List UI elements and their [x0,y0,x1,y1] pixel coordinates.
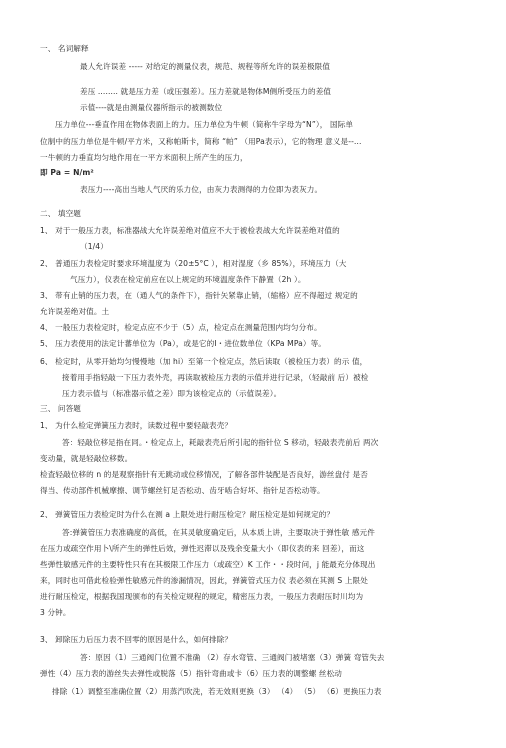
fill-question-4: 4、 一般压力表检定时，检定点应不少于（5）点，检定点在测量范围内均匀分布。 [40,323,322,332]
qa-answer-3-line2: 弹性（4）压力表的游丝失去弹性或脱落（5）指针弯曲或卡（6）压力表的调整螺 丝松动 [40,669,342,678]
definition-pressure-unit-line2: 位制中的压力单位是牛顿/平方米，又称帕斯卡，简称 “帕” （用Pa表示），它的物理 意义是--… [40,137,362,146]
section-heading-fill-in: 二、 填空题 [40,209,81,218]
qa-question-3: 3、 卸除压力后压力表不回零的原因是什么，如何排除？ [40,635,233,644]
qa-answer-1-line4: 得当、传动部件机械摩擦、调节螺丝钉足否松动、齿牙啮合好坏、指针足否松动等。 [40,486,325,495]
qa-question-1: 1、 为什么检定弹簧压力表时，读数过程中要轻敲表壳？ [40,421,233,430]
qa-answer-1-line2: 变动量，就是轻敲位移数。 [40,454,133,463]
qa-question-2: 2、 弹簧管压力表检定时为什么在测 a 上限处进行耐压检定？耐压检定是如何规定的？ [40,510,335,519]
definition-indication: 示值----就是由测量仪器所指示的被测数位 [80,103,223,112]
fill-question-3-line1: 3、 带有止销的压力表，在（通人气的条件下），指针矢紧靠止销，（缩格）应不得超过 规定的 [40,291,358,300]
fill-question-3-line2: 允许误差绝对值。土 [40,307,110,316]
qa-answer-2-line5: 进行耐压检定，根据我国现颁布的有关检定规程的规定，精密压力表，一般压力表耐压时川均为 [40,592,364,601]
definition-gauge-pressure: 表压力----高出当地人气厌的乐力位，由灰力表测得的力位即为表灰力。 [80,185,323,194]
section-heading-definitions: 一、 名词解释 [40,44,89,53]
qa-answer-1-line1: 答：轻敲位移足指在同。・检定点上，耗敲表壳后所引起的指针位 S 移动，轻敲表壳前后 两次 [62,438,379,447]
fill-question-1-line2: （1/4） [80,242,108,251]
qa-answer-2-line2: 在压力或疏空作用卜\所产生的弹性后效，弹性迟滞以及残余变量大小（即仪表的来 回差），而这 [40,544,365,553]
definition-differential-pressure: 差压 ........ 就是压力差（或压强差）。压力差就是物体M侧所受压力的差值 [80,87,332,96]
qa-answer-1-line3: 检査轻敲位移的 n 的是观察指针有无跳动或位移情况，了解各部件装配是否良好，游丝盘付 是否 [40,470,368,479]
pressure-unit-formula: 即 Pa = N/m² [40,168,94,177]
qa-answer-2-line3: 些弹性敏感元件的主要特性只有在其极限工作压力（或疏空）K 工作・・段时问，j 能最充分体现出 [40,560,376,569]
section-heading-qa: 三、 问答题 [40,404,81,413]
fill-question-5: 5、 压力表使用的法定计蕃单位为（Pa），或是它的I・进位数单位（KPa MPa）等。 [40,339,327,348]
fill-question-2-line1: 2、 普通压力表检定时要求环境温度为（20±5°C ），相对湿度（乡 85%），环境压力（大 [40,259,347,268]
qa-answer-3-line3: 排除（1）调整至准确位置（2）用蒸汽吹洗，若无效则更换（3） （4） （5） （6）更换压力表 [52,687,382,696]
definition-max-error: 最人允许误差 ----- 对给定的测量仪表，规范、规程等所允许的误差极限值 [80,62,331,71]
fill-question-6-line2: 接着用手指轻敲一下压力表外壳，再读取被检压力表的示值并进行记录，（轻敲前 后）被检 [62,373,369,382]
fill-question-1-line1: 1、 对于一般压力表，标准器战大允许误差绝对值应不大于被检表战大允许误差绝对值的 [40,226,340,235]
fill-question-6-line1: 6、 检定时，从零开始均匀慢慢地（加 hi）至第一个检定点，然后读取（被检压力表）的示 值， [40,357,368,366]
qa-answer-3-line1: 答：原因（1）三通阀门位置不准确 （2）存水弯管、三通阀门被堵塞（3）弹簧 弯管失去 [80,653,385,662]
definition-pressure-unit-line3: 一牛顿的力垂直均匀地作用在一平方米面积上所产生的压力， [40,153,248,162]
fill-question-2-line2: 气压力），仪表在检定前应在以上规定的环境温度条件下静置（2h ）。 [70,275,306,284]
qa-answer-2-line4: 来，同时也可借此检验弹性敏感元件的渗漏情况，因此，弹簧管式压力仪 表必须在其测 S 上限处 [40,576,368,585]
qa-answer-2-line6: 3 分钟。 [40,608,71,617]
fill-question-6-line3: 压力表示值与（标准器示值之差）即为该检定点的（示值误差）。 [62,389,282,398]
definition-pressure-unit-line1: 压力单位---垂直作用在物体表面上的力。压力单位为牛顿（简称牛字母为“N”）， 国际单 [55,120,354,129]
qa-answer-2-line1: 答:弹簧管压力表准确度的高低，在其灵敏度确定后，从本质上讲，主要取决于弹性敏 感元件 [62,528,375,537]
